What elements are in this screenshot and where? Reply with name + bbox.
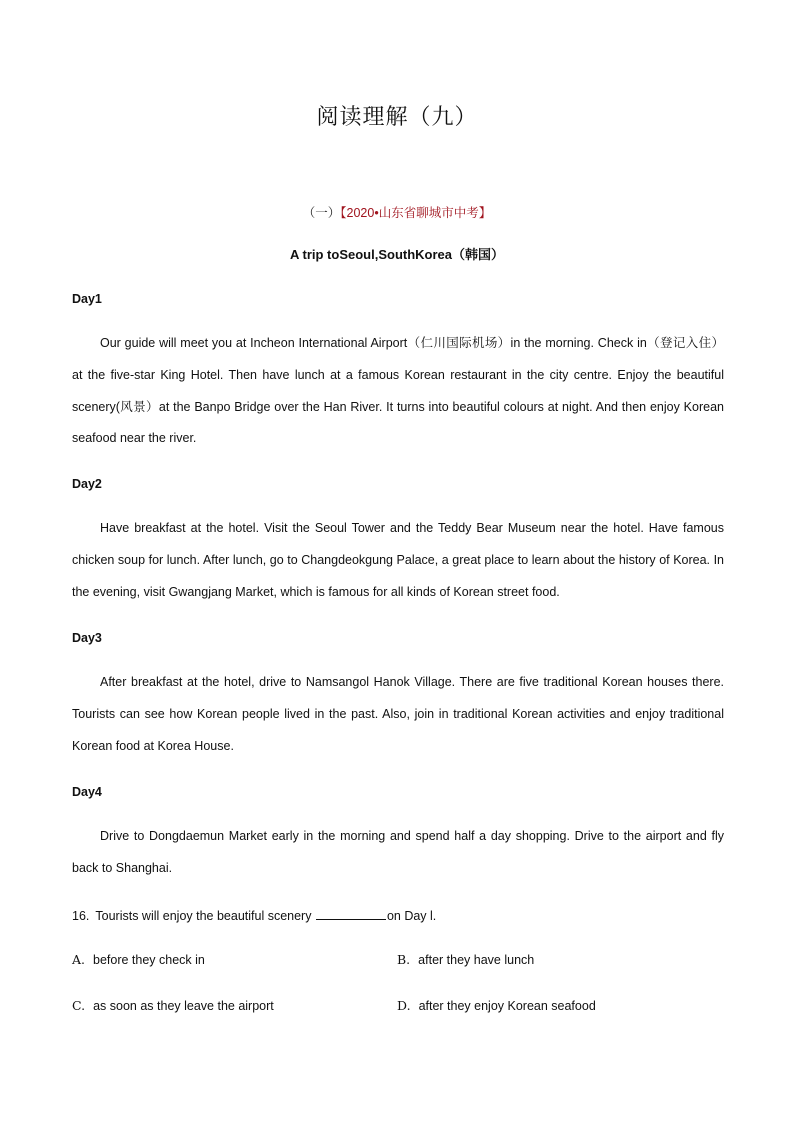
- option-letter: B.: [397, 952, 411, 967]
- option-text: before they check in: [93, 953, 205, 967]
- day-heading: Day2: [72, 477, 102, 491]
- day-heading: Day4: [72, 785, 102, 799]
- question-stem: [72, 907, 436, 923]
- day-paragraph: After breakfast at the hotel, drive to Namsangol Hanok Village. There are five traditional Korean houses there. Tourists can see how Korean people lived in the past. Also, join in traditional Korean activities and enjoy traditional Korean food at Korea House.: [72, 675, 724, 753]
- option-a[interactable]: [72, 952, 205, 967]
- question-text-before: Tourists will enjoy the beautiful scenery: [95, 909, 312, 923]
- day-heading: Day3: [72, 631, 102, 645]
- option-c[interactable]: [72, 998, 274, 1013]
- exam-source-label: 【2020•山东省聊城市中考】: [340, 206, 492, 220]
- question-number: 16.: [72, 909, 90, 923]
- option-text: as soon as they leave the airport: [93, 999, 274, 1013]
- option-text: after they have lunch: [418, 953, 535, 967]
- question-text-after: on Day l.: [386, 909, 437, 923]
- source-line: [0, 203, 794, 221]
- option-d[interactable]: [397, 998, 596, 1013]
- answer-blank: [316, 907, 386, 920]
- option-b[interactable]: [397, 952, 534, 967]
- day-paragraph: Have breakfast at the hotel. Visit the Seoul Tower and the Teddy Bear Museum near the hotel. Have famous chicken soup for lunch. After lunch, go to Changdeokgung Palace, a great place to learn about the history of Korea. In the evening, visit Gwangjang Market, which is famous for all kinds of Korean street food.: [72, 521, 724, 599]
- day-paragraph: Our guide will meet you at Incheon International Airport（仁川国际机场）in the morning. Check in（登记入住）at the five-star King Hotel. Then have lunch at a famous Korean restaurant in the city centre. Enjoy the beautiful scenery(风景）at the Banpo Bridge over the Han River. It turns into beautiful colours at night. And then enjoy Korean seafood near the river.: [72, 336, 724, 446]
- option-letter: C.: [72, 998, 86, 1013]
- option-letter: A.: [72, 952, 86, 967]
- page-title: 阅读理解（九）: [316, 105, 478, 130]
- option-letter: D.: [397, 998, 411, 1013]
- passage-title: A trip toSeoul,SouthKorea（韩国）: [289, 247, 505, 262]
- section-number: （一）: [302, 206, 341, 220]
- day-heading: Day1: [72, 292, 102, 306]
- option-text: after they enjoy Korean seafood: [418, 999, 596, 1013]
- day-paragraph: Drive to Dongdaemun Market early in the morning and spend half a day shopping. Drive to the airport and fly back to Shanghai.: [72, 829, 724, 875]
